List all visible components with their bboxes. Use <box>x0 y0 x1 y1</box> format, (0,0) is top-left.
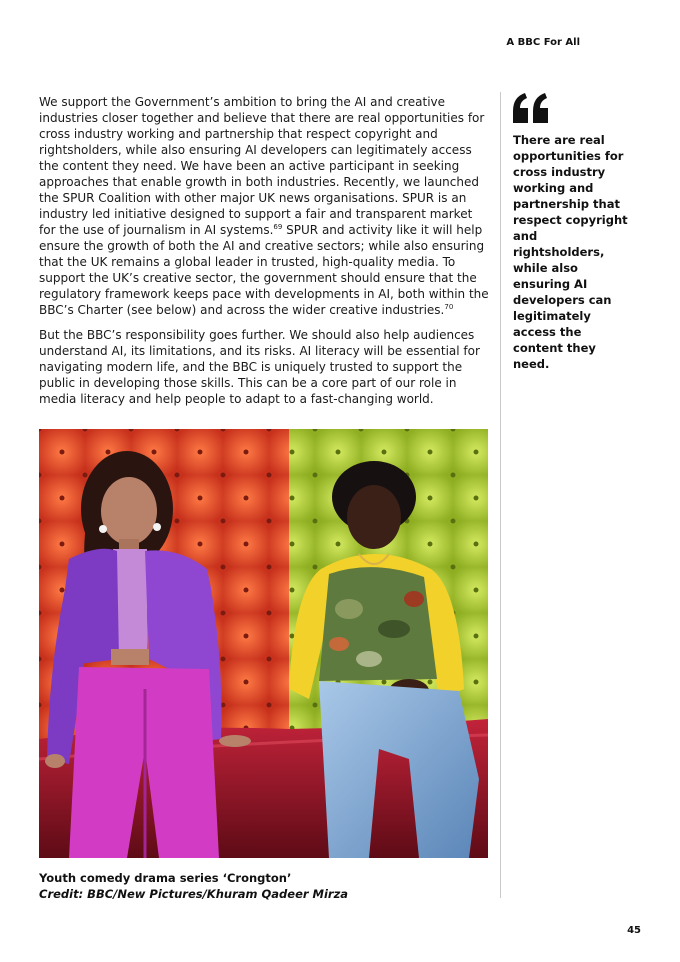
paragraph-1-part-b: SPUR and activity like it will help ensure the growth of both the AI and creative sectors; while also ensuring that the UK remains a global leader in trusted, high-quality media. To support the UK’s creative sector, the government should ensure that the regulatory framework keeps pace with developments in AI, both within the BBC’s Charter (see below) and across the wider creative industries. <box>39 223 489 317</box>
footnote-ref-70[interactable]: 70 <box>444 303 454 311</box>
paragraph-2: But the BBC’s responsibility goes further. We should also help audiences understand AI, its limitations, and its risks. AI literacy will be essential for navigating modern life, and the BBC is uniquely trusted to support the public in developing those skills. This can be a core part of our role in media literacy and help people to adapt to a fast-changing world. <box>39 328 480 406</box>
paragraph-1-part-a: We support the Government’s ambition to bring the AI and creative industries closer together and believe that there are real opportunities for cross industry working and partnership that respect copyright and rightsholders, while also ensuring AI developers can legitimately access the content they need. We have been an active participant in seeking approaches that enable growth in both industries. Recently, we launched the SPUR Coalition with other major UK news organisations. SPUR is an industry led initiative designed to support a fair and transparent market for the use of journalism in AI systems. <box>39 95 485 237</box>
body-text <box>39 94 491 416</box>
column-divider <box>500 92 501 898</box>
quote-mark-icon <box>511 89 551 129</box>
page-number: 45 <box>627 925 641 936</box>
pull-quote: There are real opportunities for cross industry working and partnership that respect copyright and rightsholders, while also ensuring AI developers can legitimately access the content they need. <box>513 133 628 371</box>
caption-credit: Credit: BBC/New Pictures/Khuram Qadeer Mirza <box>39 887 349 901</box>
caption-title: Youth comedy drama series ‘Crongton’ <box>39 871 292 885</box>
crongton-photo <box>39 429 488 858</box>
figure-caption <box>39 870 491 902</box>
paragraph-1 <box>39 94 491 318</box>
footnote-ref-69[interactable]: 69 <box>273 223 283 231</box>
running-header: A BBC For All <box>506 37 580 48</box>
